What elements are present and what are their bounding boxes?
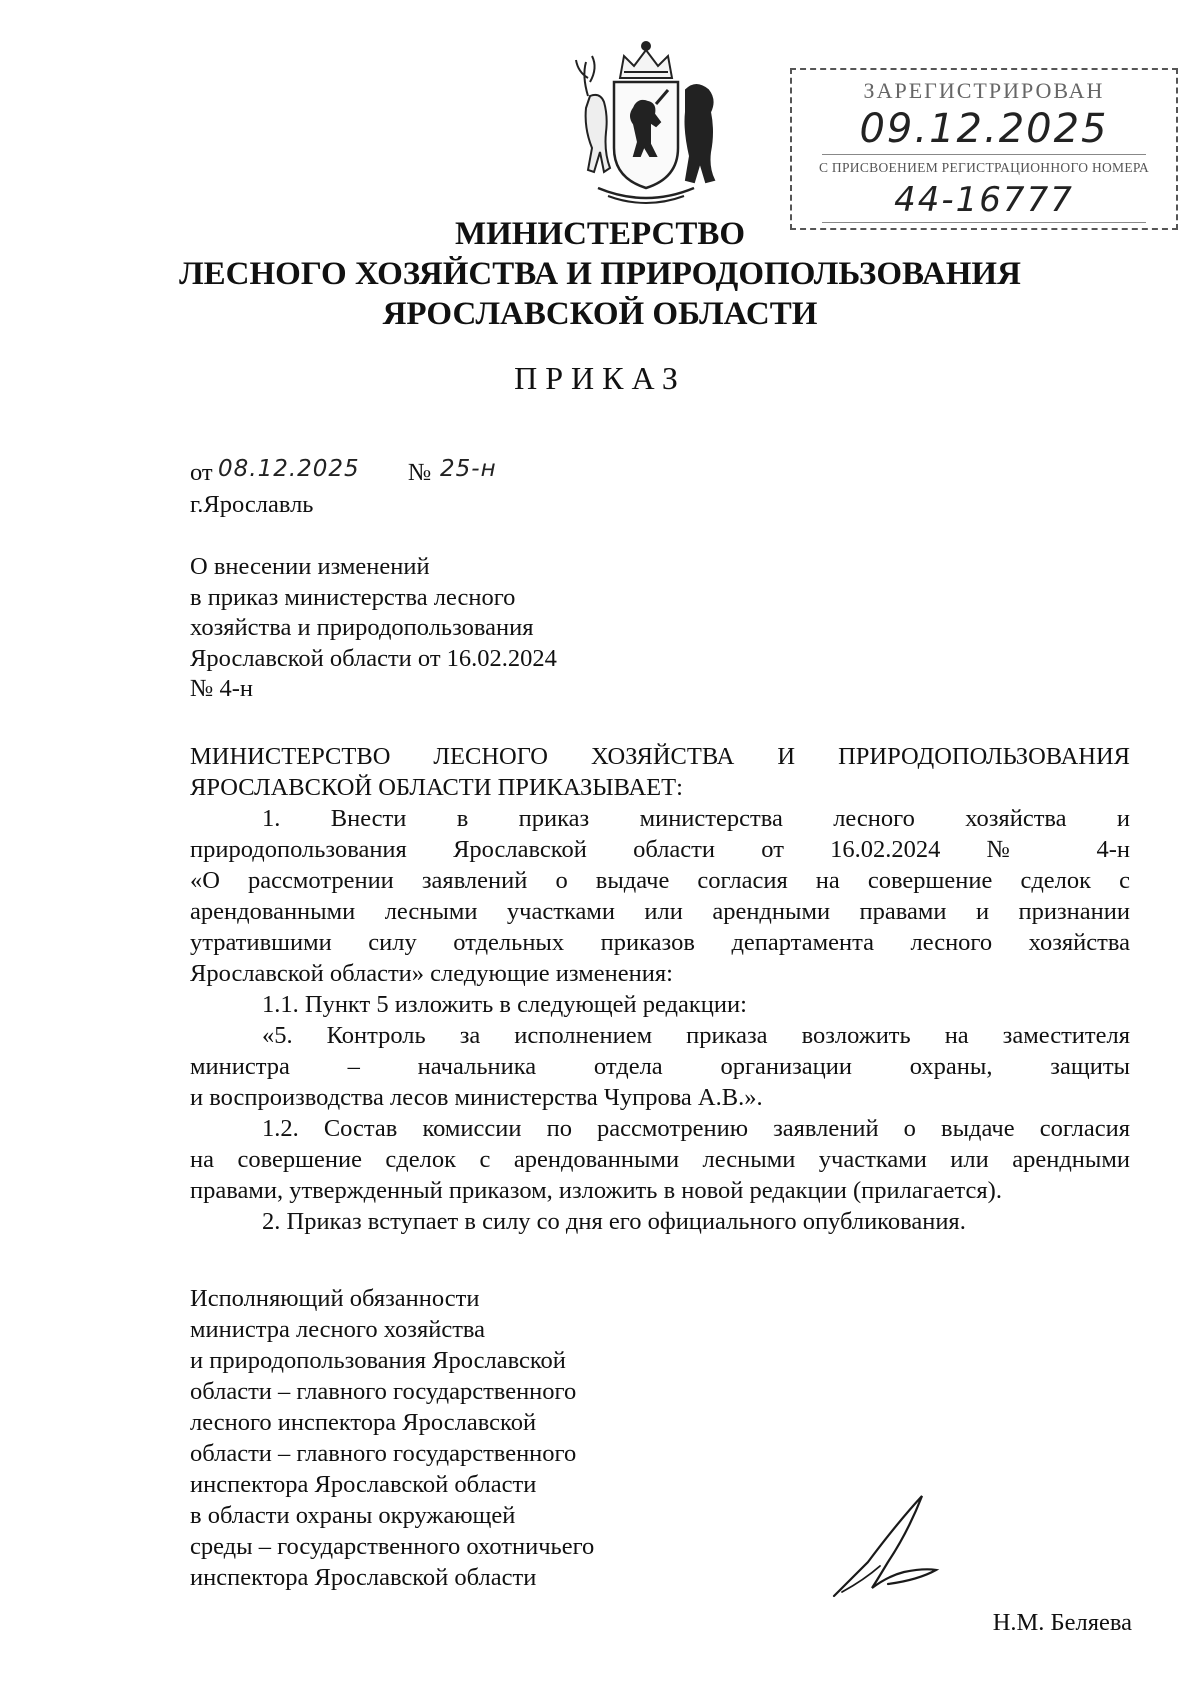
position-line: среды – государственного охотничьего: [190, 1533, 595, 1560]
signatory-name: Н.М. Беляева: [992, 1609, 1132, 1636]
position-line: и природопользования Ярославской: [190, 1347, 566, 1374]
org-name-line-3: ЯРОСЛАВСКОЙ ОБЛАСТИ: [382, 296, 818, 332]
body-line: природопользования Ярославской области от 16.02.2024 № 4-н: [190, 836, 1130, 863]
body-line: 1. Внести в приказ министерства лесного хозяйства и: [262, 805, 1130, 832]
coat-of-arms-emblem: [568, 38, 724, 208]
org-name-line-2: ЛЕСНОГО ХОЗЯЙСТВА И ПРИРОДОПОЛЬЗОВАНИЯ: [179, 256, 1021, 292]
subject-line: хозяйства и природопользования: [190, 614, 534, 641]
body-line: и воспроизводства лесов министерства Чупрова А.В.».: [190, 1084, 763, 1111]
body-line: 1.2. Состав комиссии по рассмотрению заявлений о выдаче согласия: [262, 1115, 1130, 1142]
position-line: лесного инспектора Ярославской: [190, 1409, 537, 1436]
stamp-divider: [822, 154, 1146, 155]
position-line: области – главного государственного: [190, 1378, 577, 1405]
subject-line: О внесении изменений: [190, 553, 430, 580]
registration-stamp: [790, 68, 1178, 230]
position-line: министра лесного хозяйства: [190, 1316, 486, 1343]
body-line: на совершение сделок с арендованными лесными участками или арендными: [190, 1146, 1130, 1173]
body-line: МИНИСТЕРСТВО ЛЕСНОГО ХОЗЯЙСТВА И ПРИРОДОПОЛЬЗОВАНИЯ: [190, 743, 1130, 770]
body-line: утратившими силу отдельных приказов департамента лесного хозяйства: [190, 929, 1130, 956]
subject-line: Ярославской области от 16.02.2024: [190, 644, 557, 672]
position-line: инспектора Ярославской области: [190, 1471, 537, 1498]
stamp-subtitle: С ПРИСВОЕНИЕМ РЕГИСТРАЦИОННОГО НОМЕРА: [818, 160, 1150, 175]
date-prefix: от: [190, 459, 213, 486]
subject-line: № 4-н: [190, 675, 254, 702]
order-date-handwritten: 08.12.2025: [218, 456, 360, 482]
handwritten-signature: [828, 1492, 948, 1602]
position-line: Исполняющий обязанности: [190, 1285, 480, 1312]
body-line: правами, утвержденный приказом, изложить в новой редакции (прилагается).: [190, 1177, 1002, 1204]
stamp-date: 09.12.2025: [859, 106, 1109, 152]
stamp-header: ЗАРЕГИСТРИРОВАН: [863, 78, 1105, 103]
order-number-handwritten: 25-н: [440, 456, 497, 482]
number-prefix: №: [408, 459, 432, 486]
org-name-line-1: МИНИСТЕРСТВО: [454, 216, 746, 252]
body-line: 1.1. Пункт 5 изложить в следующей редакции:: [262, 991, 747, 1018]
subject-line: в приказ министерства лесного: [190, 583, 516, 611]
position-line: инспектора Ярославской области: [190, 1564, 537, 1591]
subject-block: [190, 552, 750, 705]
document-type-title: ПРИКАЗ: [514, 360, 686, 396]
body-line: «5. Контроль за исполнением приказа возложить на заместителя: [262, 1022, 1130, 1049]
body-line: арендованными лесными участками или арендными правами и признании: [190, 898, 1130, 925]
body-line: ЯРОСЛАВСКОЙ ОБЛАСТИ ПРИКАЗЫВАЕТ:: [190, 774, 683, 801]
position-line: в области охраны окружающей: [190, 1502, 516, 1529]
body-line: 2. Приказ вступает в силу со дня его официального опубликования.: [262, 1208, 966, 1235]
body-line: «О рассмотрении заявлений о выдаче согласия на совершение сделок с: [190, 867, 1130, 894]
signatory-position: [190, 1284, 750, 1594]
position-line: области – главного государственного: [190, 1440, 577, 1467]
stamp-registration-number: 44-16777: [894, 180, 1074, 220]
city: г.Ярославль: [190, 491, 314, 518]
body-line: министра – начальника отдела организации охраны, защиты: [190, 1053, 1130, 1080]
order-body: [190, 742, 1130, 1238]
body-line: Ярославской области» следующие изменения:: [190, 960, 673, 987]
